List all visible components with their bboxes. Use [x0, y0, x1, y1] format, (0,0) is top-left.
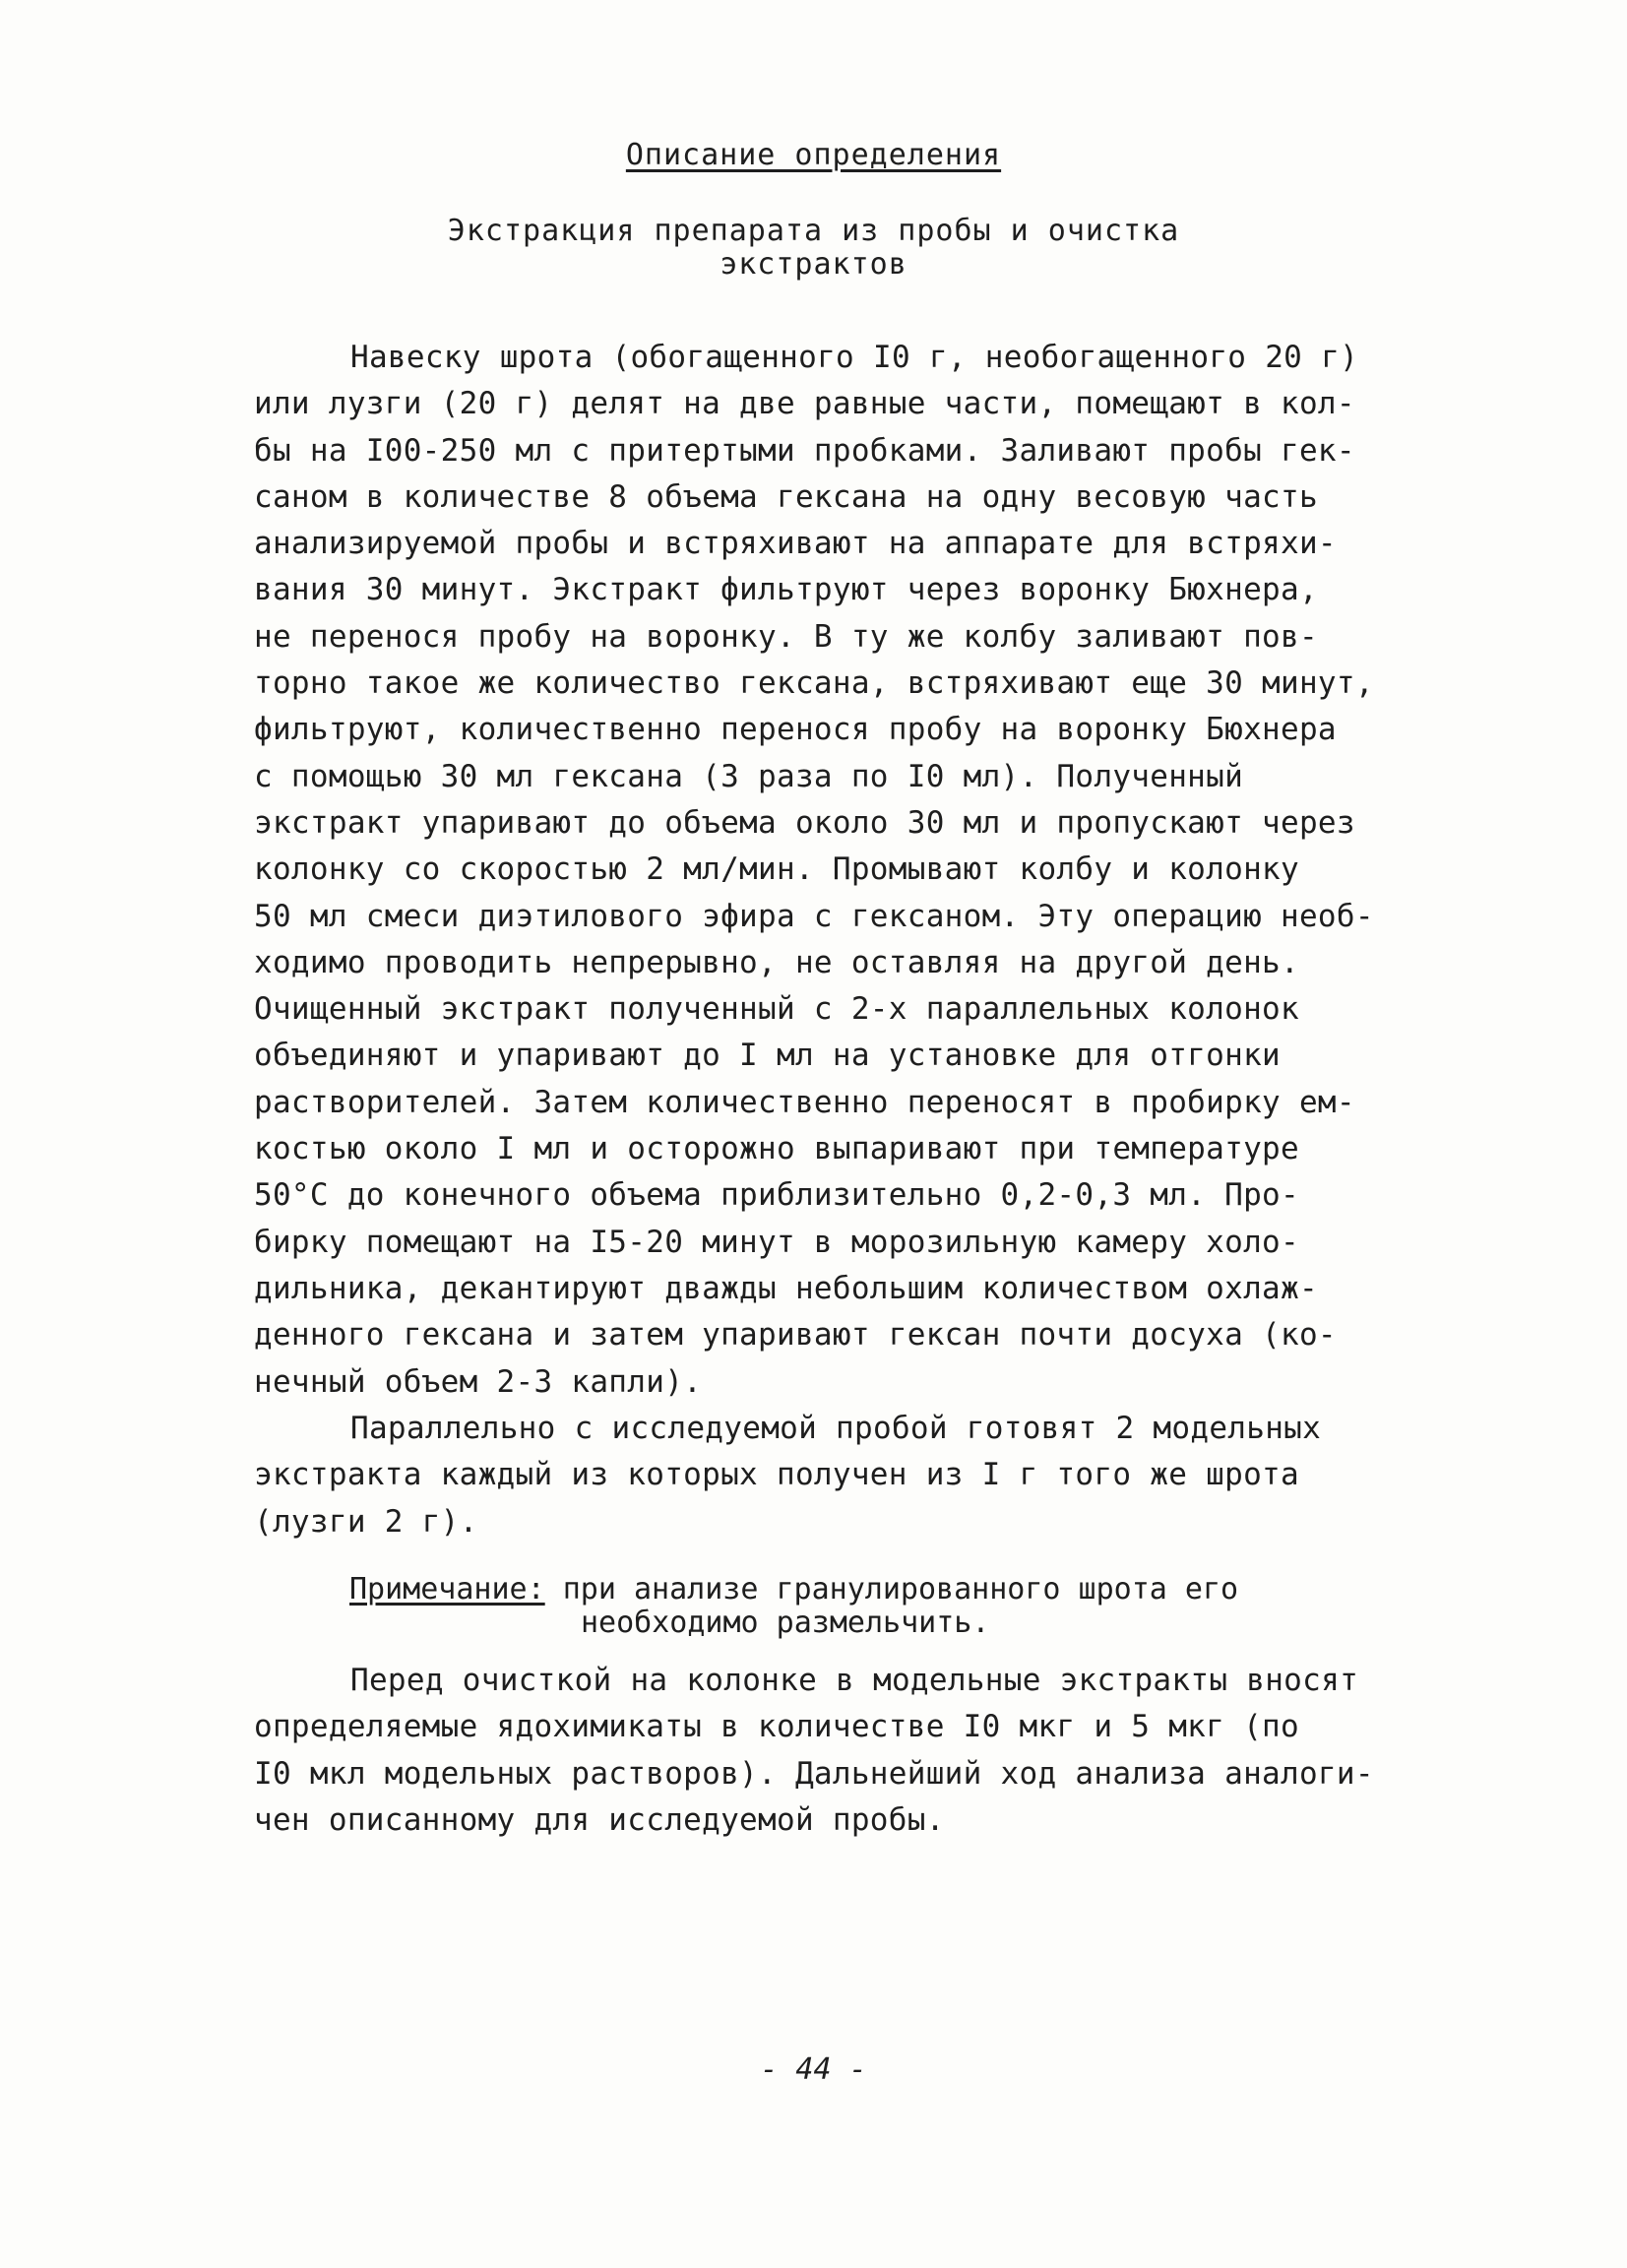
text-line: Очищенный экстракт полученный с 2-х параллельных колонок — [254, 991, 1299, 1028]
text-line: саном в количестве 8 объема гексана на одну весовую часть — [254, 478, 1318, 515]
text-line: объединяют и упаривают до I мл на установке для отгонки — [254, 1038, 1281, 1074]
text-line: вания 30 минут. Экстракт фильтруют через воронку Бюхнера, — [254, 572, 1318, 608]
text-line: не перенося пробу на воронку. В ту же колбу заливают пов- — [254, 618, 1318, 655]
text-line: ходимо проводить непрерывно, не оставляя на другой день. — [254, 944, 1299, 980]
text-line: экстракта каждый из которых получен из I г того же шрота — [254, 1457, 1299, 1493]
text-line: анализируемой пробы и встряхивают на аппарате для встряхи- — [254, 526, 1337, 562]
text-line: (лузги 2 г). — [254, 1503, 478, 1540]
text-line: дильника, декантируют дважды небольшим количеством охлаж- — [254, 1270, 1318, 1306]
text-line: с помощью 30 мл гексана (3 раза по I0 мл). Полученный — [254, 758, 1244, 794]
text-line: фильтруют, количественно перенося пробу на воронку Бюхнера — [254, 712, 1337, 748]
section-subtitle — [0, 215, 1627, 282]
text-line: бирку помещают на I5-20 минут в морозильную камеру холо- — [254, 1224, 1299, 1260]
paragraph-model-cleanup — [254, 1658, 1406, 1844]
text-line: чен описанному для исследуемой пробы. — [254, 1801, 945, 1838]
text-line: определяемые ядохимикаты в количестве I0 мкг и 5 мкг (по — [254, 1709, 1299, 1745]
text-line: Навеску шрота (обогащенного I0 г, необогащенного 20 г) — [350, 340, 1359, 375]
subtitle-line: экстрактов — [720, 247, 907, 282]
text-line: колонку со скоростью 2 мл/мин. Промывают колбу и колонку — [254, 851, 1299, 888]
paragraph-model-extracts — [254, 1406, 1406, 1545]
note-text-continuation: необходимо размельчить. — [581, 1606, 990, 1640]
text-line: торно такое же количество гексана, встряхивают еще 30 минут, — [254, 665, 1374, 702]
subtitle-line: Экстракция препарата из пробы и очистка — [447, 214, 1180, 248]
text-line: 50 мл смеси диэтилового эфира с гексаном. Эту операцию необ- — [254, 898, 1374, 934]
text-line: Параллельно с исследуемой пробой готовят 2 модельных — [350, 1411, 1322, 1446]
text-line: денного гексана и затем упаривают гексан почти досуха (ко- — [254, 1317, 1337, 1354]
text-line: 50°С до конечного объема приблизительно 0,2-0,3 мл. Про- — [254, 1177, 1299, 1214]
text-line: или лузги (20 г) делят на две равные части, помещают в кол- — [254, 386, 1355, 422]
section-title: Описание определения — [625, 138, 1002, 172]
text-line: костью около I мл и осторожно выпаривают при температуре — [254, 1131, 1299, 1167]
text-line: бы на I00-250 мл с притертыми пробками. Заливают пробы гек- — [254, 432, 1355, 469]
text-line: Перед очисткой на колонке в модельные экстракты вносят — [350, 1663, 1359, 1698]
text-line: экстракт упаривают до объема около 30 мл и пропускают через — [254, 804, 1355, 841]
paragraph-extraction — [254, 335, 1406, 1406]
text-line: I0 мкл модельных растворов). Дальнейший ход анализа аналоги- — [254, 1755, 1374, 1792]
note-text: при анализе гранулированного шрота его — [544, 1572, 1239, 1606]
note-label: Примечание: — [349, 1572, 545, 1606]
text-line: нечный объем 2-3 капли). — [254, 1363, 703, 1400]
note — [349, 1573, 1238, 1606]
page-number: - 44 - — [760, 2052, 867, 2087]
text-line: растворителей. Затем количественно переносят в пробирку ем- — [254, 1084, 1355, 1120]
